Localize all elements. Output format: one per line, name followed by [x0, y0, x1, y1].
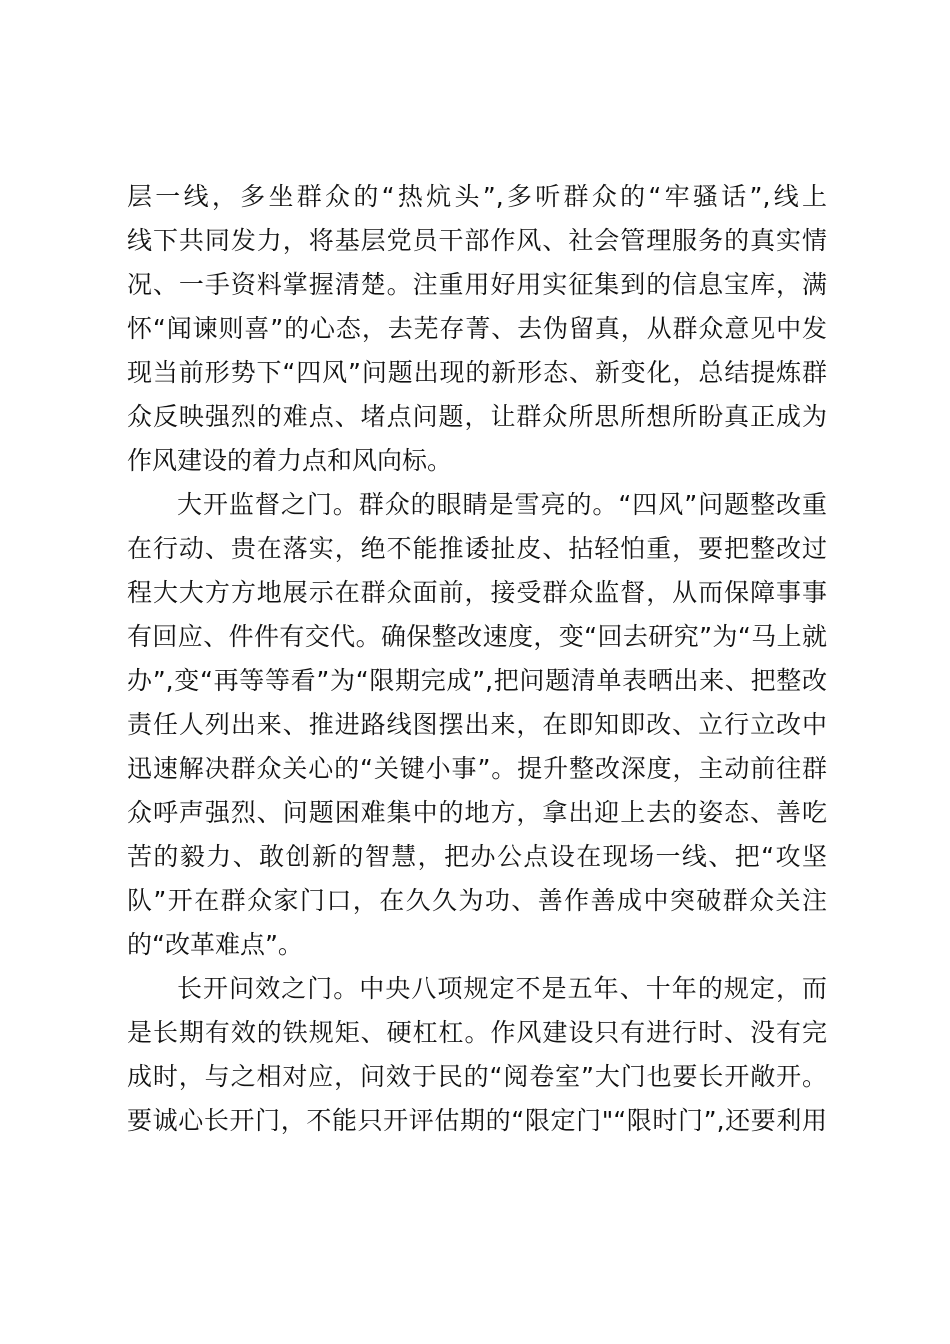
text-line: 队”开在群众家门口，在久久为功、善作善成中突破群众关注	[127, 886, 827, 915]
paragraph-1	[127, 175, 827, 483]
text-line: 成时，与之相对应，问效于民的“阅卷室”大门也要长开敞开。	[127, 1062, 827, 1091]
text-line: 大开监督之门。群众的眼睛是雪亮的。“四风”问题整改重	[177, 490, 827, 519]
text-line: 责任人列出来、推进路线图摆出来，在即知即改、立行立改中	[127, 710, 827, 739]
text-line: 苦的毅力、敢创新的智慧，把办公点设在现场一线、把“攻坚	[127, 842, 827, 871]
paragraph-3	[127, 967, 827, 1143]
document-body	[127, 175, 827, 1143]
text-line: 众反映强烈的难点、堵点问题，让群众所思所想所盼真正成为	[127, 402, 827, 431]
text-line: 线下共同发力，将基层党员干部作风、社会管理服务的真实情	[127, 226, 827, 255]
text-line: 况、一手资料掌握清楚。注重用好用实征集到的信息宝库，满	[127, 270, 827, 299]
text-line: 的“改革难点”。	[127, 930, 303, 959]
text-line: 程大大方方地展示在群众面前，接受群众监督，从而保障事事	[127, 578, 827, 607]
text-line: 怀“闻谏则喜”的心态，去芜存菁、去伪留真，从群众意见中发	[127, 314, 827, 343]
text-line: 迅速解决群众关心的“关键小事”。提升整改深度，主动前往群	[127, 754, 827, 783]
paragraph-2	[127, 483, 827, 967]
text-line: 有回应、件件有交代。确保整改速度，变“回去研究”为“马上就	[127, 622, 827, 651]
text-line: 层一线，多坐群众的“热炕头”,多听群众的“牢骚话”,线上	[127, 182, 827, 211]
text-line: 是长期有效的铁规矩、硬杠杠。作风建设只有进行时、没有完	[127, 1018, 827, 1047]
text-line: 作风建设的着力点和风向标。	[127, 446, 453, 475]
text-line: 在行动、贵在落实，绝不能推诿扯皮、拈轻怕重，要把整改过	[127, 534, 827, 563]
text-line: 现当前形势下“四风”问题出现的新形态、新变化，总结提炼群	[127, 358, 827, 387]
text-line: 长开问效之门。中央八项规定不是五年、十年的规定，而	[177, 974, 827, 1003]
text-line: 要诚心长开门，不能只开评估期的“限定门"“限时门”,还要利用	[127, 1106, 827, 1135]
text-line: 办”,变“再等等看”为“限期完成”,把问题清单表晒出来、把整改	[127, 666, 827, 695]
text-line: 众呼声强烈、问题困难集中的地方，拿出迎上去的姿态、善吃	[127, 798, 827, 827]
